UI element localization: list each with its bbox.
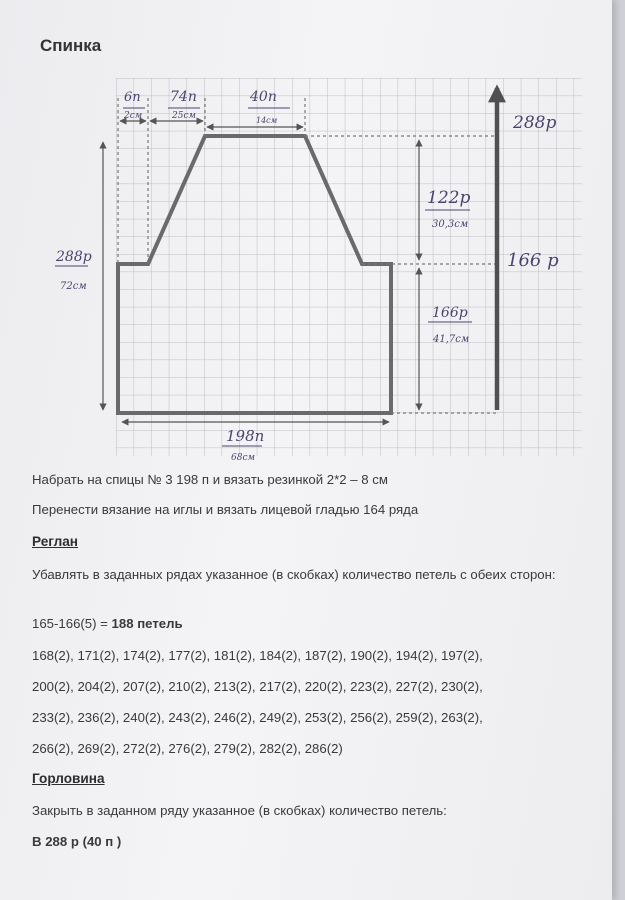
label-6p: 6п <box>124 90 141 105</box>
raglan-instruction: Убавлять в заданных рядах указанное (в скобках) количество петель с обеих сторон: <box>32 567 556 582</box>
raglan-rows-line: 200(2), 204(2), 207(2), 210(2), 213(2), 217(2), 220(2), 223(2), 227(2), 230(2), <box>32 679 483 694</box>
raglan-summary-prefix: 165-166(5) = <box>32 616 112 631</box>
label-41-7cm: 41,7см <box>433 334 470 345</box>
label-288r-scale: 288р <box>513 113 557 133</box>
label-198p: 198п <box>226 427 265 445</box>
label-72cm: 72см <box>60 281 87 292</box>
neck-row: В 288 р (40 п ) <box>32 834 122 849</box>
label-122r: 122р <box>427 188 471 208</box>
raglan-rows-line: 233(2), 236(2), 240(2), 243(2), 246(2), 249(2), 253(2), 256(2), 259(2), 263(2), <box>32 710 483 725</box>
raglan-rows-line: 168(2), 171(2), 174(2), 177(2), 181(2), 184(2), 187(2), 190(2), 194(2), 197(2), <box>32 648 483 663</box>
label-166r-lower: 166р <box>432 305 468 321</box>
label-14cm: 14см <box>256 116 278 125</box>
raglan-rows-line: 266(2), 269(2), 272(2), 276(2), 279(2), 282(2), 286(2) <box>32 741 343 756</box>
label-68cm: 68см <box>231 453 255 463</box>
transfer-text: Перенести вязание на иглы и вязать лицевой гладью 164 ряда <box>32 502 419 517</box>
label-25cm: 25см <box>172 111 196 121</box>
label-74p: 74п <box>170 89 197 105</box>
raglan-summary <box>32 616 183 631</box>
label-166r-scale: 166 р <box>507 250 559 271</box>
neck-instruction: Закрыть в заданном ряду указанное (в скобках) количество петель: <box>32 803 447 818</box>
page-title: Спинка <box>40 36 102 55</box>
label-40p: 40п <box>250 89 277 105</box>
neck-heading: Горловина <box>32 771 105 786</box>
raglan-summary-total: 188 петель <box>111 616 183 631</box>
raglan-heading: Реглан <box>32 534 79 549</box>
label-288r-left: 288р <box>56 249 92 265</box>
label-30-3cm: 30,3см <box>432 219 469 230</box>
cast-on-text: Набрать на спицы № 3 198 п и вязать резинкой 2*2 – 8 см <box>32 472 388 487</box>
label-2cm: 2см <box>124 111 143 121</box>
